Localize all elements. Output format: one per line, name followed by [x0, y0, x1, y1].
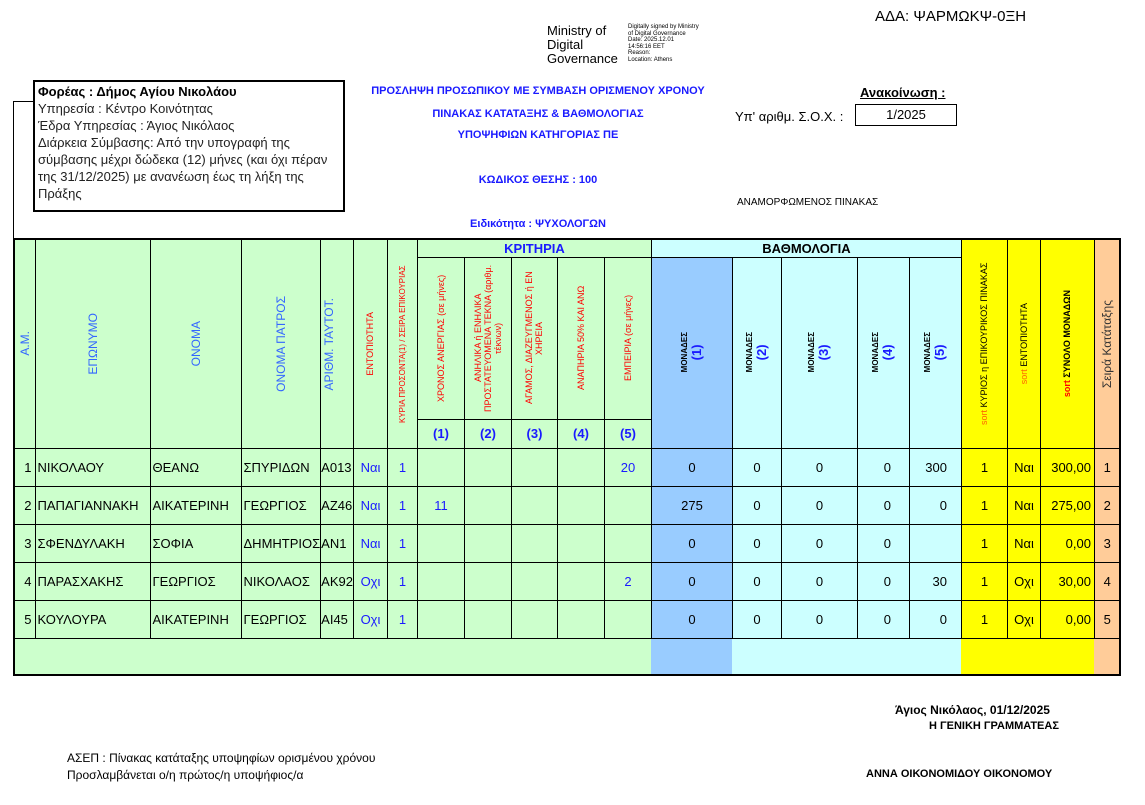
header-eponymo — [35, 239, 150, 448]
cell-criterion — [417, 600, 464, 638]
cell-taytot: ΑΝ1 — [321, 524, 354, 562]
cell-monades — [909, 524, 961, 562]
table-row — [14, 524, 1120, 562]
foreas-title: Φορέας : Δήμος Αγίου Νικολάου — [38, 84, 237, 99]
monades-num: (2) — [753, 344, 769, 361]
cell-criterion — [511, 600, 557, 638]
header-sort3-text: ΣΥΝΟΛΟ ΜΟΝΑΔΩΝ — [1062, 290, 1073, 378]
cell-eponymo: ΚΟΥΛΟΥΡΑ — [35, 600, 150, 638]
cell-criterion — [464, 486, 511, 524]
cell-kyria: 1 — [387, 448, 417, 486]
cell-taytot: ΑΚ92 — [321, 562, 354, 600]
empty-cell — [464, 638, 511, 675]
cell-eponymo: ΠΑΠΑΓΙΑΝΝΑΚΗ — [35, 486, 150, 524]
criterion-header-text: ΑΝΗΛΙΚΑ ή ΕΝΗΛΙΚΑ ΠΡΟΣΤΑΤΕΥΟΜΕΝΑ ΤΕΚΝΑ (αριθμ. τέκνων) — [472, 264, 503, 412]
criterion-num: (5) — [604, 419, 651, 448]
monades-header — [909, 257, 961, 448]
empty-cell — [961, 638, 1007, 675]
cell-monades: 0 — [732, 600, 781, 638]
cell-criterion: 2 — [604, 562, 651, 600]
cell-taytot: ΑΙ45 — [321, 600, 354, 638]
cell-monades: 0 — [781, 524, 857, 562]
cell-kyria: 1 — [387, 600, 417, 638]
cell-criterion — [511, 524, 557, 562]
cell-criterion — [511, 562, 557, 600]
cell-am: 3 — [14, 524, 35, 562]
signatory-role: Η ΓΕΝΙΚΗ ΓΡΑΜΜΑΤΕΑΣ — [929, 720, 1059, 732]
header-seira — [1094, 239, 1120, 448]
cell-monades: 0 — [732, 524, 781, 562]
cell-patros: ΣΠΥΡΙΔΩΝ — [241, 448, 321, 486]
title-3: ΥΠΟΨΗΦΙΩΝ ΚΑΤΗΓΟΡΙΑΣ ΠΕ — [457, 129, 619, 141]
cell-criterion — [604, 486, 651, 524]
cell-onoma: ΑΙΚΑΤΕΡΙΝΗ — [150, 600, 241, 638]
monades-num: (3) — [816, 344, 832, 361]
empty-cell — [150, 638, 241, 675]
cell-criterion — [417, 562, 464, 600]
monades-text: ΜΟΝΑΔΕΣ — [923, 332, 933, 373]
criterion-header — [604, 257, 651, 419]
sort-tag: sort — [979, 409, 990, 425]
cell-criterion — [557, 486, 604, 524]
cell-sort-entopiotita: Οχι — [1007, 600, 1040, 638]
header-sort2-text: ΕΝΤΟΠΙΟΤΗΤΑ — [1018, 303, 1029, 367]
signature-line: Location: Athens — [628, 56, 673, 63]
sox-label: Υπ' αριθμ. Σ.Ο.Χ. : — [735, 109, 844, 124]
cell-eponymo: ΝΙΚΟΛΑΟΥ — [35, 448, 150, 486]
cell-sort-entopiotita: Ναι — [1007, 486, 1040, 524]
header-sort1-text: ΚΥΡΙΟΣ η ΕΠΙΚΟΥΡΙΚΟΣ ΠΙΝΑΚΑΣ — [979, 262, 990, 408]
cell-criterion — [557, 562, 604, 600]
monades-header — [651, 257, 732, 448]
cell-taytot: Α013 — [321, 448, 354, 486]
header-patros — [241, 239, 321, 448]
sort-tag: sort — [1062, 380, 1073, 398]
cell-criterion — [464, 448, 511, 486]
cell-sort-kyrios: 1 — [961, 600, 1007, 638]
title-2: ΠΙΝΑΚΑΣ ΚΑΤΑΤΑΞΗΣ & ΒΑΘΜΟΛΟΓΙΑΣ — [432, 108, 644, 120]
cell-total: 0,00 — [1040, 524, 1094, 562]
cell-patros: ΝΙΚΟΛΑΟΣ — [241, 562, 321, 600]
cell-monades: 0 — [651, 562, 732, 600]
cell-sort-entopiotita: Οχι — [1007, 562, 1040, 600]
header-sort-entopiotita — [1007, 239, 1040, 448]
header-seira-text: Σειρά Κατάταξης — [1100, 299, 1115, 388]
signature-line: of Digital Governance — [628, 30, 686, 37]
cell-monades: 30 — [909, 562, 961, 600]
header-taytot-text: ΑΡΙΘΜ. ΤΑΥΤΟΤ. — [322, 297, 337, 390]
signatory-name: ΑΝΝΑ ΟΙΚΟΝΟΜΙΔΟΥ ΟΙΚΟΝΟΜΟΥ — [866, 768, 1053, 780]
cell-monades: 300 — [909, 448, 961, 486]
header-eponymo-text: ΕΠΩΝΥΜΟ — [85, 312, 100, 375]
header-taytot — [321, 239, 354, 448]
eidikotita: Ειδικότητα : ΨΥΧΟΛΟΓΩΝ — [470, 218, 606, 230]
cell-patros: ΓΕΩΡΓΙΟΣ — [241, 486, 321, 524]
empty-cell — [511, 638, 557, 675]
cell-monades: 0 — [732, 562, 781, 600]
cell-criterion — [417, 524, 464, 562]
table-row — [14, 486, 1120, 524]
header-kyria-text: ΚΥΡΙΑ ΠΡΟΣΟΝΤΑ(1) / ΣΕΙΡΑ ΕΠΙΚΟΥΡΙΑΣ — [397, 264, 407, 423]
cell-patros: ΔΗΜΗΤΡΙΟΣ — [241, 524, 321, 562]
empty-cell — [557, 638, 604, 675]
cell-monades: 0 — [781, 486, 857, 524]
signature-line: Digitally signed by Ministry — [628, 24, 699, 30]
criterion-header — [511, 257, 557, 419]
header-sort-total — [1040, 239, 1094, 448]
cell-onoma: ΑΙΚΑΤΕΡΙΝΗ — [150, 486, 241, 524]
cell-criterion — [417, 448, 464, 486]
empty-cell — [353, 638, 387, 675]
cell-monades: 0 — [781, 562, 857, 600]
monades-num: (1) — [688, 344, 704, 361]
cell-monades: 0 — [857, 524, 909, 562]
cell-seira: 4 — [1094, 562, 1120, 600]
cell-eponymo: ΣΦΕΝΔΥΛΑΚΗ — [35, 524, 150, 562]
cell-taytot: ΑΖ46 — [321, 486, 354, 524]
cell-sort-entopiotita: Ναι — [1007, 448, 1040, 486]
monades-num: (4) — [880, 344, 896, 361]
signature-line: 14:56:16 EET — [628, 43, 665, 50]
empty-cell — [1040, 638, 1094, 675]
cell-criterion — [511, 486, 557, 524]
cell-criterion — [557, 448, 604, 486]
header-kritiria: ΚΡΙΤΗΡΙΑ — [417, 239, 651, 257]
kodikos-thesis: ΚΩΔΙΚΟΣ ΘΕΣΗΣ : 100 — [478, 174, 598, 186]
cell-criterion — [464, 562, 511, 600]
cell-monades: 0 — [857, 486, 909, 524]
table-row — [14, 562, 1120, 600]
monades-header — [781, 257, 857, 448]
monades-text: ΜΟΝΑΔΕΣ — [807, 332, 817, 373]
cell-criterion — [464, 524, 511, 562]
cell-sort-kyrios: 1 — [961, 562, 1007, 600]
table-row — [14, 600, 1120, 638]
cell-kyria: 1 — [387, 562, 417, 600]
cell-am: 1 — [14, 448, 35, 486]
cell-seira: 3 — [1094, 524, 1120, 562]
monades-text: ΜΟΝΑΔΕΣ — [744, 332, 754, 373]
table-row — [14, 448, 1120, 486]
criterion-header-text: ΕΜΠΕΙΡΙΑ (σε μήνες) — [622, 294, 633, 382]
cell-monades: 0 — [781, 600, 857, 638]
cell-sort-kyrios: 1 — [961, 486, 1007, 524]
cell-monades: 0 — [732, 448, 781, 486]
cell-am: 2 — [14, 486, 35, 524]
empty-cell — [14, 638, 35, 675]
bracket-line — [13, 101, 34, 239]
cell-entopiotita: Οχι — [353, 600, 387, 638]
cell-entopiotita: Ναι — [353, 524, 387, 562]
ranking-table — [13, 238, 1121, 676]
monades-header — [857, 257, 909, 448]
cell-criterion — [604, 524, 651, 562]
empty-cell — [1094, 638, 1120, 675]
criterion-header-text: ΑΓΑΜΟΣ, ΔΙΑΖΕΥΓΜΕΝΟΣ ή ΕΝ ΧΗΡΕΙΑ — [524, 271, 545, 405]
header-entopiotita-text: ΕΝΤΟΠΙΟΤΗΤΑ — [365, 311, 376, 376]
header-kyria — [387, 239, 417, 448]
cell-kyria: 1 — [387, 486, 417, 524]
cell-seira: 1 — [1094, 448, 1120, 486]
ada-code: ΑΔΑ: ΨΑΡΜΩΚΨ-0ΞΗ — [875, 8, 1027, 25]
empty-cell — [909, 638, 961, 675]
cell-monades: 0 — [651, 448, 732, 486]
cell-monades: 0 — [857, 448, 909, 486]
cell-criterion — [511, 448, 557, 486]
header-am-text: Α.Μ. — [17, 331, 32, 357]
empty-cell — [417, 638, 464, 675]
header-vathmologia: ΒΑΘΜΟΛΟΓΙΑ — [651, 239, 961, 257]
monades-text: ΜΟΝΑΔΕΣ — [871, 332, 881, 373]
cell-monades: 0 — [857, 562, 909, 600]
empty-cell — [604, 638, 651, 675]
signature-line: Reason: — [628, 50, 651, 56]
signature-line: Date: 2025.12.01 — [628, 37, 675, 43]
diarkeia: Διάρκεια Σύμβασης: Από την υπογραφή της σύμβασης μέχρι δώδεκα (12) μήνες (και όχι πέραν της 31/12/2025) με ανανέωση έως τη λήξη της Πράξης — [38, 135, 328, 201]
edra: Έδρα Υπηρεσίας : Άγιος Νικόλαος — [38, 118, 235, 133]
signature-details — [628, 24, 699, 63]
cell-criterion — [557, 600, 604, 638]
criterion-header-text: ΑΝΑΠΗΡΙΑ 50% ΚΑΙ ΑΝΩ — [575, 285, 586, 391]
cell-entopiotita: Οχι — [353, 562, 387, 600]
empty-cell — [387, 638, 417, 675]
cell-kyria: 1 — [387, 524, 417, 562]
title-1: ΠΡΟΣΛΗΨΗ ΠΡΟΣΩΠΙΚΟΥ ΜΕ ΣΥΜΒΑΣΗ ΟΡΙΣΜΕΝΟΥ ΧΡΟΝΟΥ — [371, 85, 705, 97]
cell-criterion — [557, 524, 604, 562]
empty-cell — [732, 638, 781, 675]
empty-cell — [241, 638, 321, 675]
header-am — [14, 239, 35, 448]
signature-org-text: Ministry of Digital Governance — [547, 23, 618, 66]
cell-monades: 0 — [781, 448, 857, 486]
criterion-num: (3) — [511, 419, 557, 448]
monades-num: (5) — [932, 344, 948, 361]
cell-total: 300,00 — [1040, 448, 1094, 486]
cell-criterion — [464, 600, 511, 638]
header-onoma-text: ΟΝΟΜΑ — [188, 321, 203, 367]
empty-cell — [35, 638, 150, 675]
criterion-header — [464, 257, 511, 419]
foreas-box — [33, 80, 345, 212]
cell-monades: 0 — [732, 486, 781, 524]
monades-text: ΜΟΝΑΔΕΣ — [679, 332, 689, 373]
cell-monades: 0 — [651, 600, 732, 638]
criterion-header — [557, 257, 604, 419]
cell-criterion: 11 — [417, 486, 464, 524]
empty-cell — [321, 638, 354, 675]
cell-total: 30,00 — [1040, 562, 1094, 600]
cell-total: 0,00 — [1040, 600, 1094, 638]
cell-onoma: ΓΕΩΡΓΙΟΣ — [150, 562, 241, 600]
cell-monades: 0 — [909, 600, 961, 638]
place-date: Άγιος Νικόλαος, 01/12/2025 — [895, 703, 1050, 717]
cell-sort-kyrios: 1 — [961, 448, 1007, 486]
cell-am: 5 — [14, 600, 35, 638]
empty-cell — [781, 638, 857, 675]
sox-value: 1/2025 — [855, 104, 957, 126]
cell-criterion: 20 — [604, 448, 651, 486]
sort-tag: sort — [1018, 369, 1029, 385]
empty-cell — [651, 638, 732, 675]
anakoinosi-label: Ανακοίνωση : — [860, 85, 946, 100]
anamorfomenos-label: ΑΝΑΜΟΡΦΩΜΕΝΟΣ ΠΙΝΑΚΑΣ — [737, 197, 879, 208]
header-entopiotita — [353, 239, 387, 448]
cell-eponymo: ΠΑΡΑΣΧΑΚΗΣ — [35, 562, 150, 600]
header-patros-text: ΟΝΟΜΑ ΠΑΤΡΟΣ — [273, 295, 288, 392]
header-onoma — [150, 239, 241, 448]
monades-header — [732, 257, 781, 448]
criterion-num: (2) — [464, 419, 511, 448]
signature-org — [547, 24, 627, 66]
cell-monades: 275 — [651, 486, 732, 524]
empty-cell — [1007, 638, 1040, 675]
cell-monades: 0 — [909, 486, 961, 524]
cell-sort-kyrios: 1 — [961, 524, 1007, 562]
table-footer-row — [14, 638, 1120, 675]
criterion-header — [417, 257, 464, 419]
cell-criterion — [604, 600, 651, 638]
cell-monades: 0 — [651, 524, 732, 562]
cell-onoma: ΣΟΦΙΑ — [150, 524, 241, 562]
cell-total: 275,00 — [1040, 486, 1094, 524]
cell-seira: 5 — [1094, 600, 1120, 638]
criterion-header-text: ΧΡΟΝΟΣ ΑΝΕΡΓΙΑΣ (σε μήνες) — [435, 274, 446, 402]
note-asep: ΑΣΕΠ : Πίνακας κατάταξης υποψηφίων ορισμένου χρόνου — [67, 751, 376, 765]
header-sort-kyrios — [961, 239, 1007, 448]
cell-seira: 2 — [1094, 486, 1120, 524]
ypiresia: Υπηρεσία : Κέντρο Κοινότητας — [38, 101, 213, 116]
criterion-num: (4) — [557, 419, 604, 448]
note-hire: Προσλαμβάνεται ο/η πρώτος/η υποψήφιος/α — [67, 768, 304, 782]
cell-entopiotita: Ναι — [353, 486, 387, 524]
empty-cell — [857, 638, 909, 675]
criterion-num: (1) — [417, 419, 464, 448]
cell-monades: 0 — [857, 600, 909, 638]
cell-am: 4 — [14, 562, 35, 600]
cell-onoma: ΘΕΑΝΩ — [150, 448, 241, 486]
cell-sort-entopiotita: Ναι — [1007, 524, 1040, 562]
cell-patros: ΓΕΩΡΓΙΟΣ — [241, 600, 321, 638]
cell-entopiotita: Ναι — [353, 448, 387, 486]
